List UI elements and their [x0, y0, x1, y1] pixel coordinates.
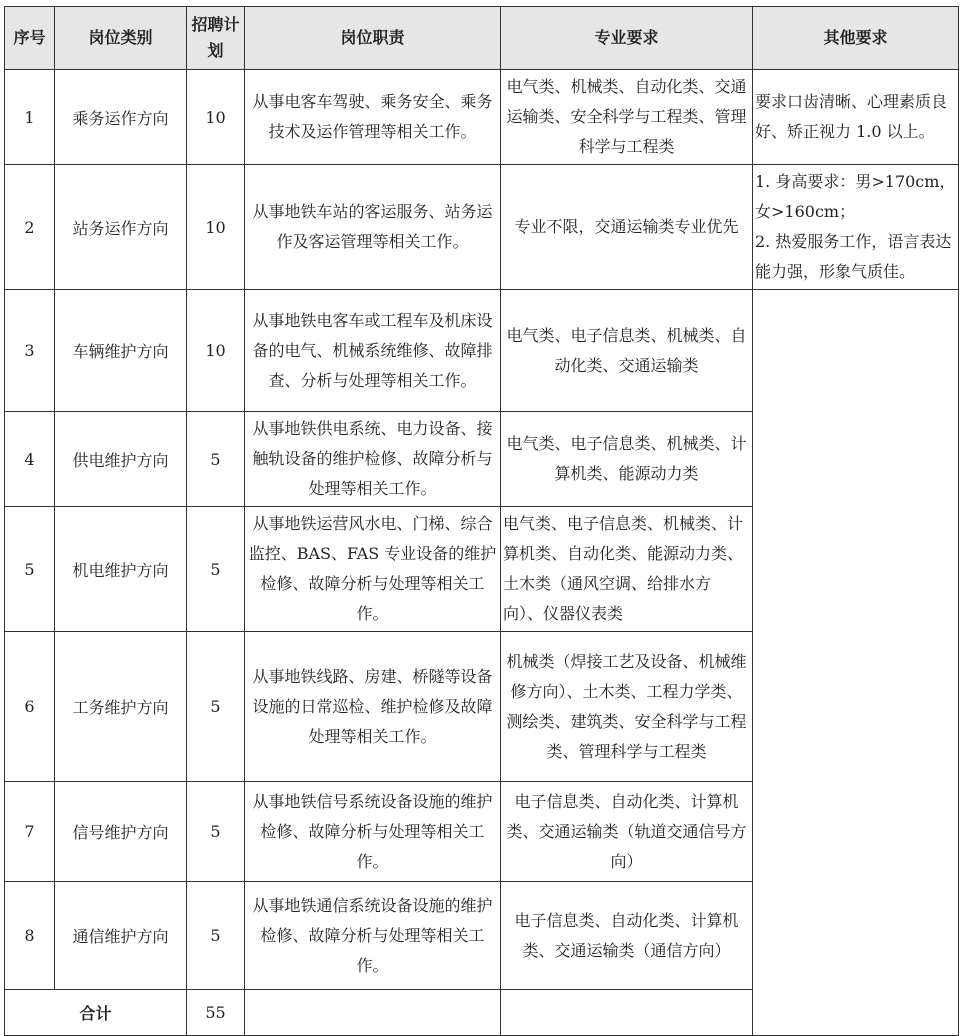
row-seq: 7 [5, 782, 55, 882]
row-category: 机电维护方向 [55, 507, 187, 632]
row-plan: 5 [187, 782, 245, 882]
row-seq: 8 [5, 882, 55, 990]
row-category: 站务运作方向 [55, 165, 187, 290]
row-seq: 1 [5, 70, 55, 165]
row-major: 电气类、电子信息类、机械类、自动化类、交通运输类 [501, 290, 753, 412]
row-duties: 从事地铁线路、房建、桥隧等设备设施的日常巡检、维护检修及故障处理等相关工作。 [245, 632, 501, 782]
row-plan: 10 [187, 290, 245, 412]
row-duties: 从事地铁供电系统、电力设备、接触轨设备的维护检修、故障分析与处理等相关工作。 [245, 412, 501, 507]
row-plan: 5 [187, 882, 245, 990]
total-label: 合计 [5, 990, 187, 1036]
header-plan: 招聘计划 [187, 7, 245, 70]
total-duties-empty [245, 990, 501, 1036]
row-category: 通信维护方向 [55, 882, 187, 990]
row-other-requirements: 要求口齿清晰、心理素质良好、矫正视力 1.0 以上。 [753, 70, 959, 165]
table-row [5, 165, 959, 290]
row-duties: 从事地铁通信系统设备设施的维护检修、故障分析与处理等相关工作。 [245, 882, 501, 990]
row-major: 电气类、电子信息类、机械类、计算机类、自动化类、能源动力类、土木类（通风空调、给排水方向）、仪器仪表类 [501, 507, 753, 632]
total-value: 55 [187, 990, 245, 1036]
row-category: 车辆维护方向 [55, 290, 187, 412]
row-plan: 5 [187, 412, 245, 507]
row-category: 工务维护方向 [55, 632, 187, 782]
row-seq: 4 [5, 412, 55, 507]
recruitment-table-container [4, 6, 959, 1036]
header-major: 专业要求 [501, 7, 753, 70]
row-major: 电子信息类、自动化类、计算机类、交通运输类（通信方向） [501, 882, 753, 990]
row-duties: 从事地铁运营风水电、门梯、综合监控、BAS、FAS 专业设备的维护检修、故障分析与处理等相关工作。 [245, 507, 501, 632]
row-duties: 从事电客车驾驶、乘务安全、乘务技术及运作管理等相关工作。 [245, 70, 501, 165]
row-seq: 5 [5, 507, 55, 632]
row-plan: 10 [187, 165, 245, 290]
table-row [5, 70, 959, 165]
other-item-2: 2. 热爱服务工作，语言表达能力强，形象气质佳。 [755, 232, 952, 281]
header-category: 岗位类别 [55, 7, 187, 70]
header-seq: 序号 [5, 7, 55, 70]
row-category: 供电维护方向 [55, 412, 187, 507]
header-row [5, 7, 959, 70]
header-duties: 岗位职责 [245, 7, 501, 70]
row-duties: 从事地铁车站的客运服务、站务运作及客运管理等相关工作。 [245, 165, 501, 290]
row-major: 电气类、机械类、自动化类、交通运输类、安全科学与工程类、管理科学与工程类 [501, 70, 753, 165]
row-seq: 3 [5, 290, 55, 412]
row-major: 机械类（焊接工艺及设备、机械维修方向）、土木类、工程力学类、测绘类、建筑类、安全科学与工程类、管理科学与工程类 [501, 632, 753, 782]
row-plan: 5 [187, 632, 245, 782]
row-major: 专业不限，交通运输类专业优先 [501, 165, 753, 290]
row-category: 信号维护方向 [55, 782, 187, 882]
row-duties: 从事地铁信号系统设备设施的维护检修、故障分析与处理等相关工作。 [245, 782, 501, 882]
other-item-1: 1. 身高要求：男>170cm，女>160cm； [755, 172, 956, 221]
row-seq: 6 [5, 632, 55, 782]
row-other-requirements [753, 165, 959, 290]
total-major-empty [501, 990, 753, 1036]
row-seq: 2 [5, 165, 55, 290]
row-plan: 5 [187, 507, 245, 632]
recruitment-table [4, 6, 959, 1036]
row-duties: 从事地铁电客车或工程车及机床设备的电气、机械系统维修、故障排查、分析与处理等相关工作。 [245, 290, 501, 412]
row-other-requirements-empty [753, 290, 959, 1036]
table-row [5, 290, 959, 412]
row-category: 乘务运作方向 [55, 70, 187, 165]
header-other: 其他要求 [753, 7, 959, 70]
row-plan: 10 [187, 70, 245, 165]
row-major: 电子信息类、自动化类、计算机类、交通运输类（轨道交通信号方向） [501, 782, 753, 882]
row-major: 电气类、电子信息类、机械类、计算机类、能源动力类 [501, 412, 753, 507]
